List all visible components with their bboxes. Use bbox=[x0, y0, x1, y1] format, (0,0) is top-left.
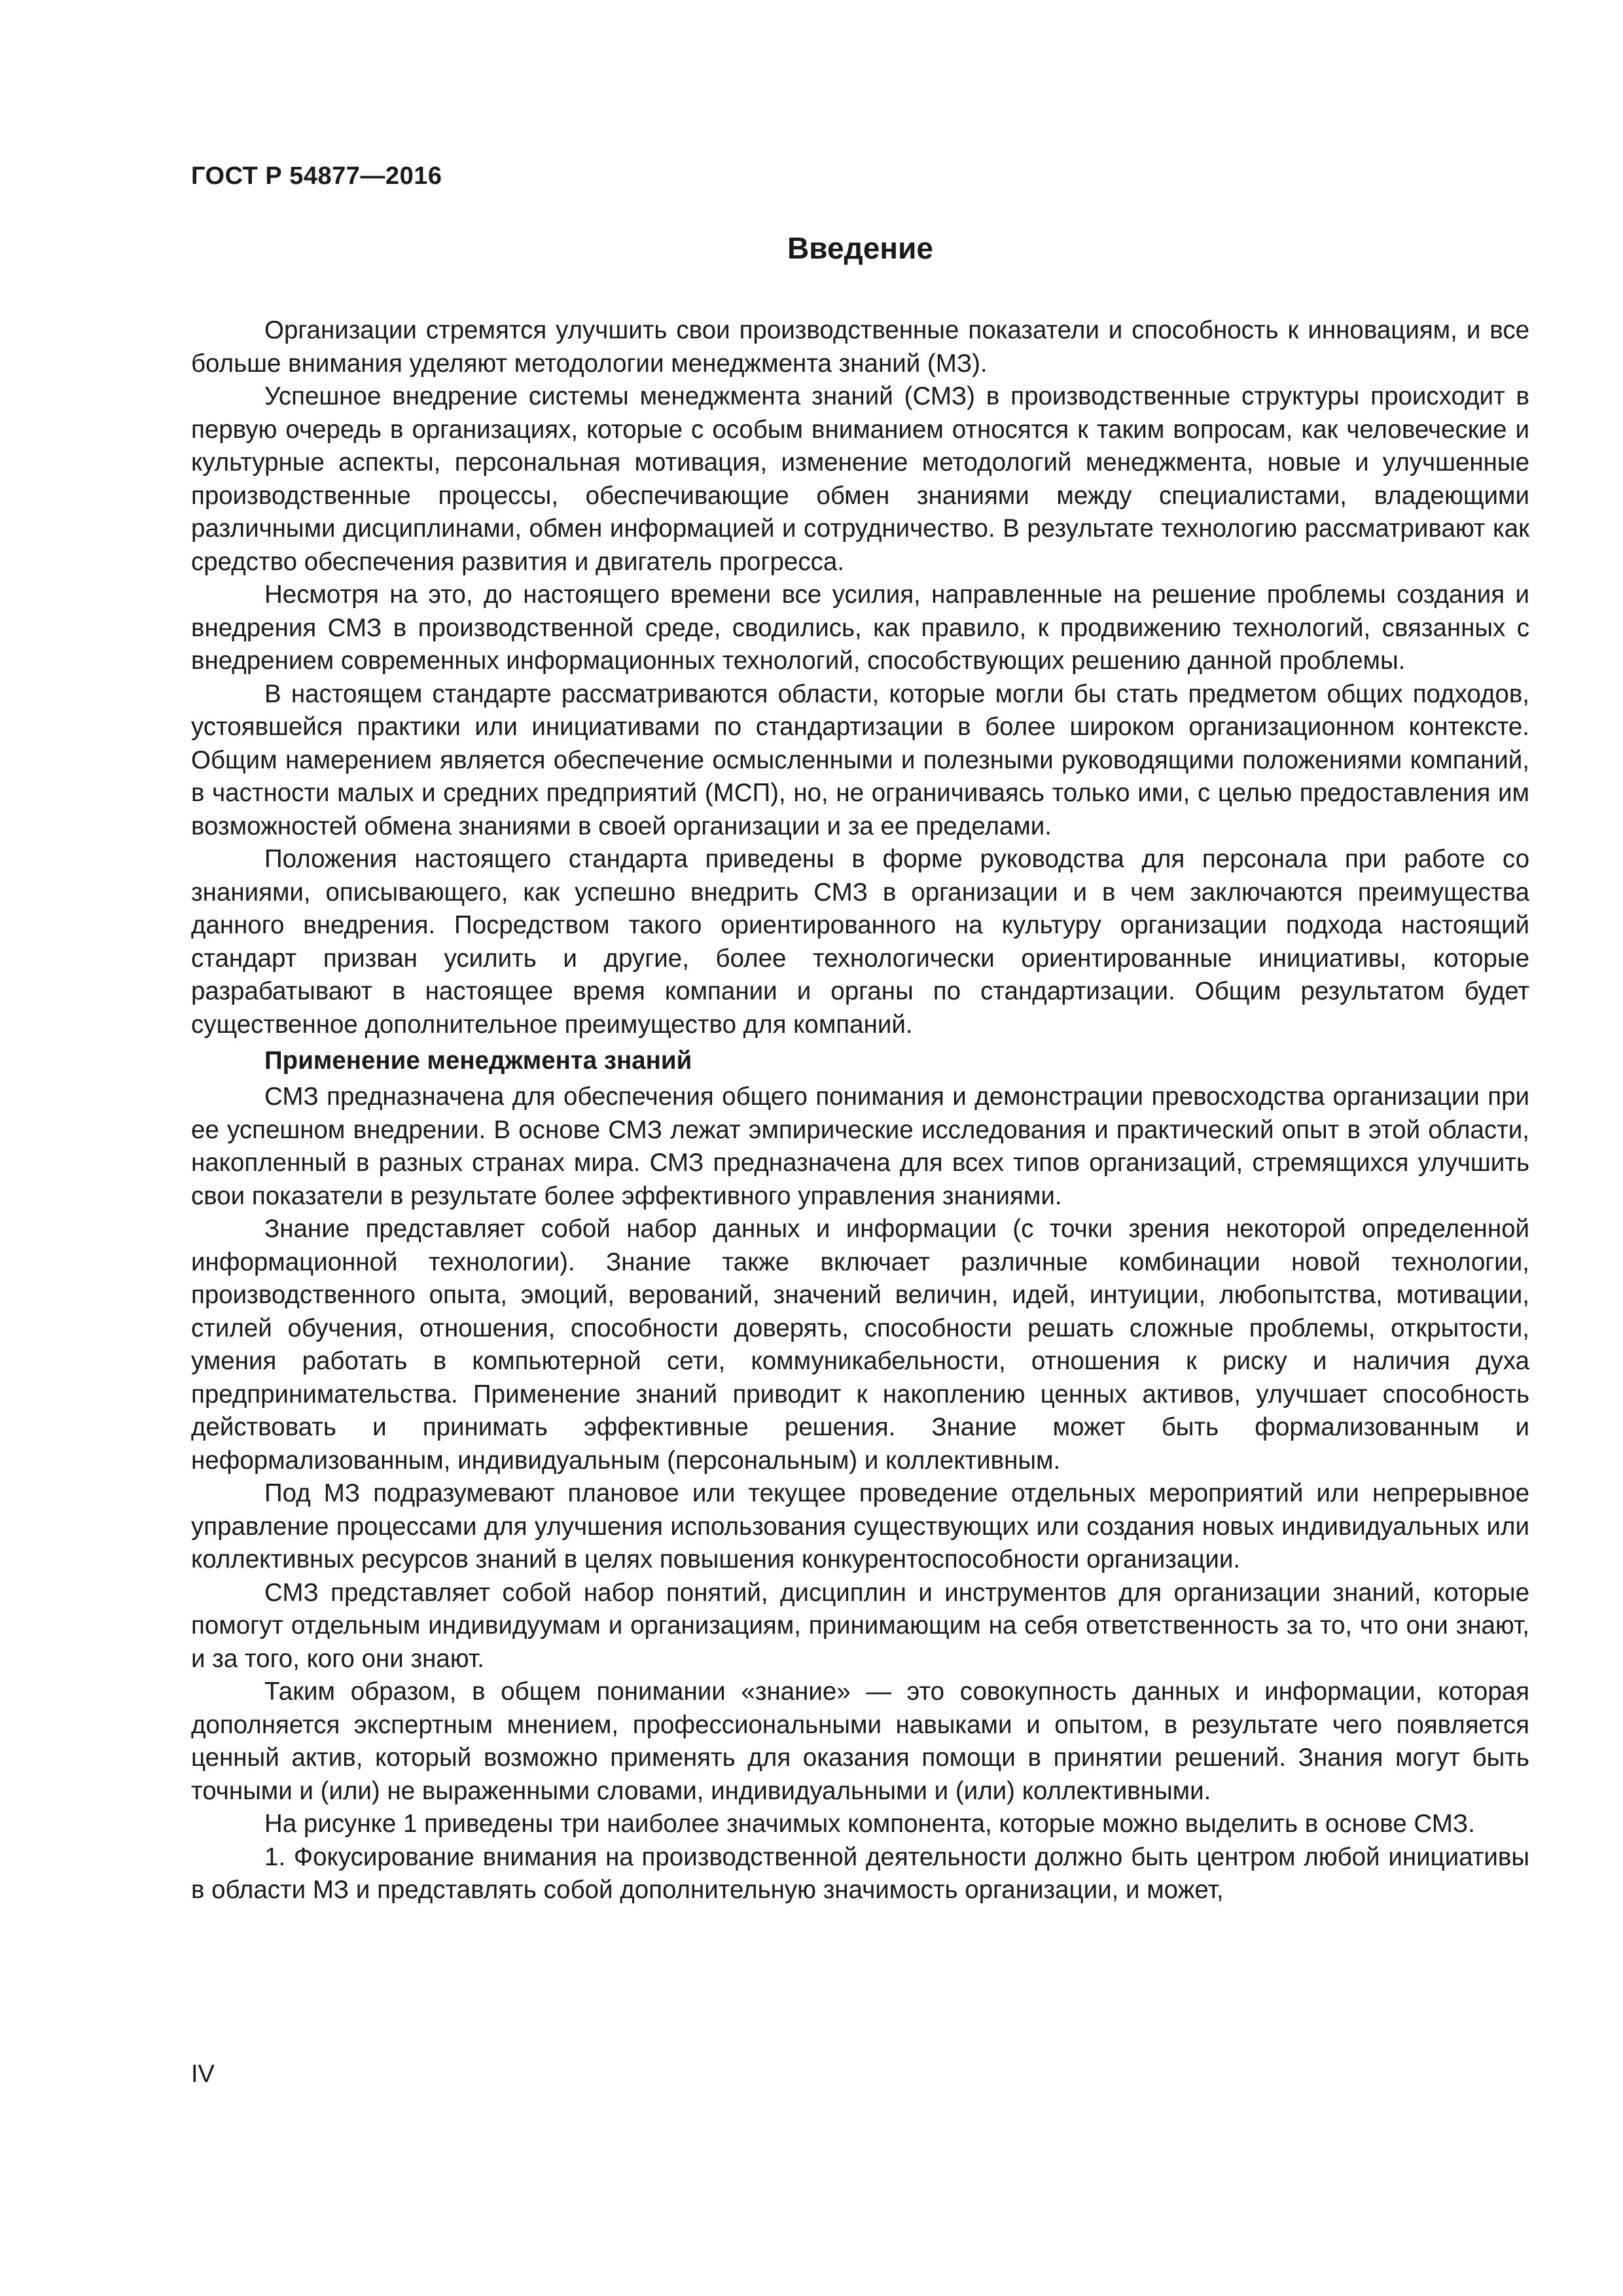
paragraph: 1. Фокусирование внимания на производственной деятельности должно быть центром любой инициативы в области МЗ и представлять собой дополнительную значимость организации, и может, bbox=[191, 1842, 1529, 1904]
paragraph: СМЗ предназначена для обеспечения общего понимания и демонстрации превосходства организации при ее успешном внедрении. В основе СМЗ лежат эмпирические исследования и практический опыт в этой области, накопленный в разных странах мира. СМЗ предназначена для всех типов организаций, стремящихся улучшить свои показатели в результате более эффективного управления знаниями. bbox=[191, 1083, 1529, 1210]
paragraph: Организации стремятся улучшить свои производственные показатели и способность к инновациям, и все больше внимания уделяют методологии менеджмента знаний (МЗ). bbox=[191, 316, 1529, 378]
paragraph: Таким образом, в общем понимании «знание» — это совокупность данных и информации, которая дополняется экспертным мнением, профессиональными навыками и опытом, в результате чего появляется ценный актив, который возможно применять для оказания помощи в принятии решений. Знания могут быть точными и (или) не выраженными словами, индивидуальными и (или) коллективными. bbox=[191, 1677, 1529, 1805]
paragraph: Положения настоящего стандарта приведены в форме руководства для персонала при работе со знаниями, описывающего, как успешно внедрить СМЗ в организации и в чем заключаются преимущества данного внедрения. Посредством такого ориентированного на культуру организации подхода настоящий стандарт призван усилить и другие, более технологически ориентированные инициативы, которые разрабатывают в настоящее время компании и органы по стандартизации. Общим результатом будет существенное дополнительное преимущество для компаний. bbox=[191, 845, 1529, 1039]
document-code: ГОСТ Р 54877—2016 bbox=[191, 162, 442, 190]
subsection-heading: Применение менеджмента знаний bbox=[264, 1047, 692, 1075]
paragraph: Под МЗ подразумевают плановое или текущее проведение отдельных мероприятий или непрерывное управление процессами для улучшения использования существующих или создания новых индивидуальных или коллективных ресурсов знаний в целях повышения конкурентоспособности организации. bbox=[191, 1479, 1529, 1573]
paragraph: СМЗ представляет собой набор понятий, дисциплин и инструментов для организации знаний, которые помогут отдельным индивидуумам и организациям, принимающим на себя ответственность за то, что они знают, и за того, кого они знают. bbox=[191, 1578, 1529, 1673]
paragraph: В настоящем стандарте рассматриваются области, которые могли бы стать предметом общих подходов, устоявшейся практики или инициативами по стандартизации в более широком организационном контексте. Общим намерением является обеспечение осмысленными и полезными руководящими положениями компаний, в частности малых и средних предприятий (МСП), но, не ограничиваясь только ими, с целью предоставления им возможностей обмена знаниями в своей организации и за ее пределами. bbox=[191, 679, 1529, 840]
section-title-introduction: Введение bbox=[787, 231, 933, 265]
paragraph: Успешное внедрение системы менеджмента знаний (СМЗ) в производственные структуры происходит в первую очередь в организациях, которые с особым вниманием относятся к таким вопросам, как человеческие и культурные аспекты, персональная мотивация, изменение методологий менеджмента, новые и улучшенные производственные процессы, обеспечивающие обмен знаниями между специалистами, владеющими различными дисциплинами, обмен информацией и сотрудничество. В результате технологию рассматривают как средство обеспечения развития и двигатель прогресса. bbox=[191, 382, 1529, 576]
paragraph: Несмотря на это, до настоящего времени все усилия, направленные на решение проблемы создания и внедрения СМЗ в производственной среде, сводились, как правило, к продвижению технологий, связанных с внедрением современных информационных технологий, способствующих решению данной проблемы. bbox=[191, 581, 1529, 675]
paragraph: Знание представляет собой набор данных и информации (с точки зрения некоторой определенной информационной технологии). Знание также включает различные комбинации новой технологии, производственного опыта, эмоций, верований, значений величин, идей, интуиции, любопытства, мотивации, стилей обучения, отношения, способности доверять, способности решать сложные проблемы, открытости, умения работать в компьютерной сети, коммуникабельности, отношения к риску и наличия духа предпринимательства. Применение знаний приводит к накоплению ценных активов, улучшает способность действовать и принимать эффективные решения. Знание может быть формализованным и неформализованным, индивидуальным (персональным) и коллективным. bbox=[191, 1215, 1529, 1475]
paragraph: На рисунке 1 приведены три наиболее значимых компонента, которые можно выделить в основе СМЗ. bbox=[264, 1810, 1475, 1838]
body-text bbox=[191, 314, 1529, 1907]
page-number: IV bbox=[191, 2060, 215, 2088]
